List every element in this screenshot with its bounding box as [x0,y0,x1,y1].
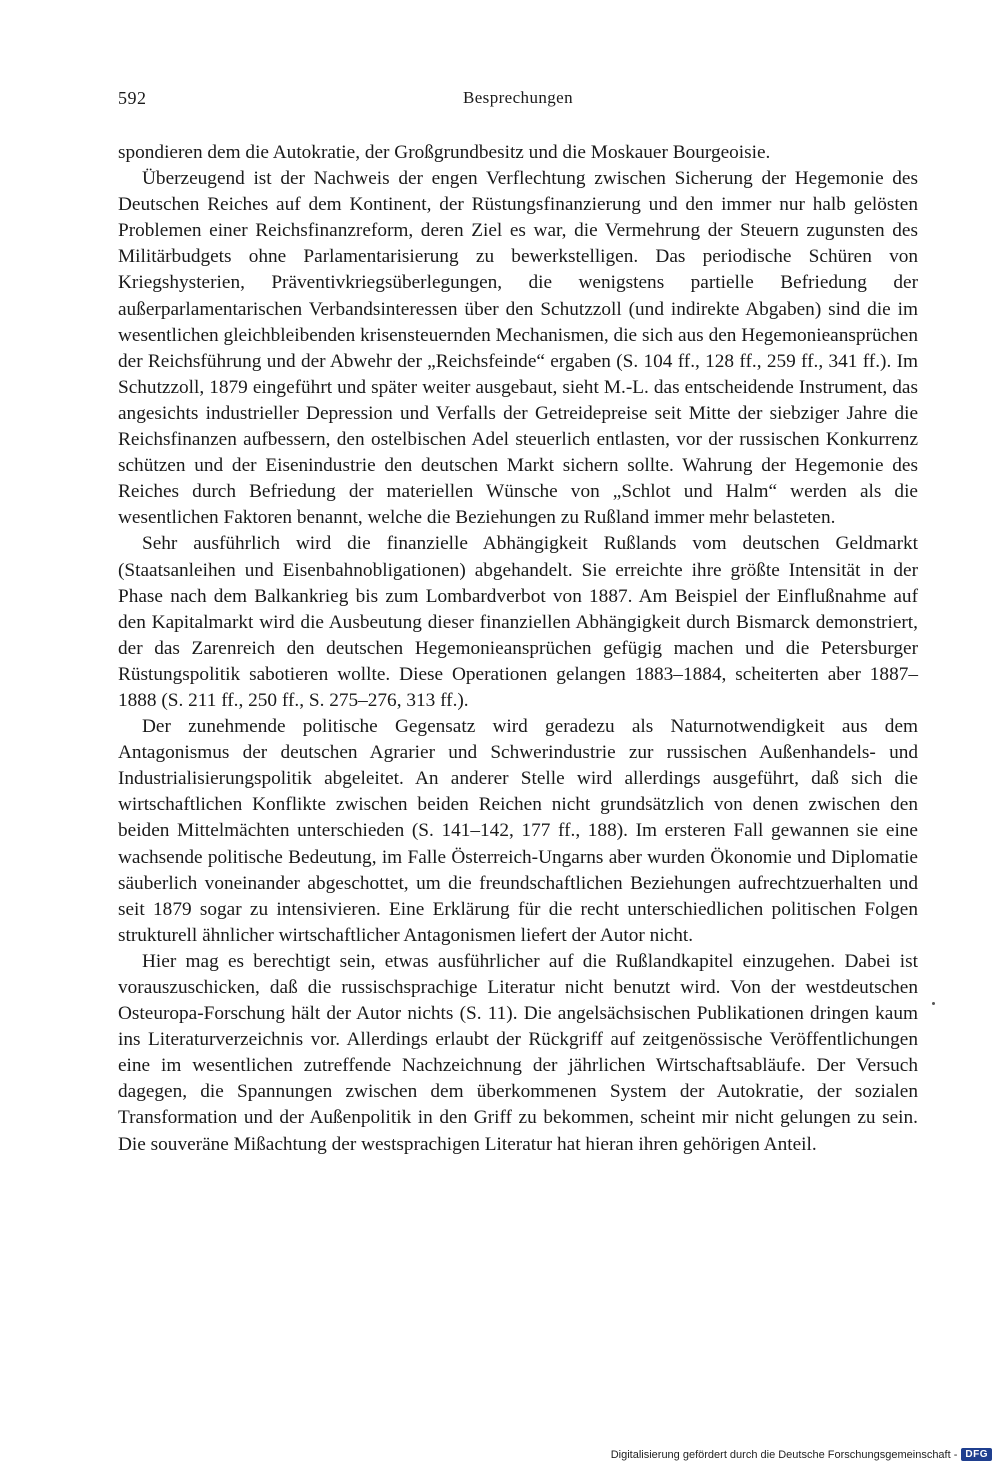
paragraph: Hier mag es berechtigt sein, etwas ausführlicher auf die Rußlandkapitel einzugehen. Dabei ist vorauszuschicken, daß die russischsprachige Literatur nicht benutzt wird. Von der westdeutschen Osteuropa-Forschung hält der Autor nichts (S. 11). Die angelsächsischen Publikationen dringen kaum ins Literaturverzeichnis vor. Allerdings erlaubt der Rückgriff auf zeitgenössische Veröffentlichungen eine im wesentlichen zutreffende Nachzeichnung der jährlichen Wirtschaftsabläufe. Der Versuch dagegen, die Spannungen zwischen dem überkommenen System der Autokratie, der sozialen Transformation und der Außenpolitik in den Griff zu bekommen, scheint mir nicht gelungen zu sein. Die souveräne Mißachtung der westsprachigen Literatur hat hieran ihren gehörigen Anteil. [118,950,918,1155]
page-number: 592 [118,88,147,108]
paragraph: Überzeugend ist der Nachweis der engen Verflechtung zwischen Sicherung der Hegemonie des Deutschen Reiches auf dem Kontinent, der Rüstungsfinanzierung und den immer nur halb gelösten Problemen einer Reichsfinanzreform, deren Ziel es war, die Vermehrung der Steuern zugunsten des Militärbudgets ohne Parlamentarisierung zu bewerkstelligen. Das periodische Schüren von Kriegshysterien, Präventivkriegsüberlegungen, die wenigstens partielle Befriedung der außerparlamentarischen Verbandsinteressen über den Schutzzoll (und indirekte Abgaben) sind die im wesentlichen gleichbleibenden krisensteuernden Mechanismen, die sich aus den Hegemonieansprüchen der Reichsführung und der Abwehr der „Reichsfeinde“ ergaben (S. 104 ff., 128 ff., 259 ff., 341 ff.). Im Schutzzoll, 1879 eingeführt und später weiter ausgebaut, sieht M.-L. das entscheidende Instrument, das angesichts industrieller Depression und Verfalls der Getreidepreise seit Mitte der siebziger Jahre die Reichsfinanzen aufbessern, den ostelbischen Adel steuerlich entlasten, vor der russischen Konkurrenz schützen und der Eisenindustrie den deutschen Markt sichern sollte. Wahrung der Hegemonie des Reiches durch Befriedung der materiellen Wünsche von „Schlot und Halm“ werden als die wesentlichen Faktoren benannt, welche die Beziehungen zu Rußland immer mehr belasteten. [118,168,918,529]
page-header [118,88,918,118]
dfg-logo-icon: DFG [961,1448,992,1461]
credit-text: Digitalisierung gefördert durch die Deutsche Forschungsgemeinschaft - [610,1448,958,1461]
paragraph: Der zunehmende politische Gegensatz wird geradezu als Naturnotwendigkeit aus dem Antagonismus der deutschen Agrarier und Schwerindustrie zur russischen Außenhandels- und Industrialisierungspolitik abgeleitet. An anderer Stelle wird allerdings ausgeführt, daß sich die wirtschaftlichen Konflikte zwischen beiden Reichen nicht grundsätzlich von denen zwischen den beiden Mittelmächten unterschieden (S. 141–142, 177 ff., 188). Im ersteren Fall gewannen sie eine wachsende politische Bedeutung, im Falle Österreich-Ungarns aber wurden Ökonomie und Diplomatie säuberlich voneinander abgeschottet, um die freundschaftlichen Beziehungen aufrechtzuerhalten und seit 1879 sogar zu intensivieren. Eine Erklärung für die recht unterschiedlichen politischen Folgen strukturell ähnlicher wirtschaftlicher Antagonismen liefert der Autor nicht. [118,716,918,946]
scan-speck [932,1002,935,1005]
paragraph: Sehr ausführlich wird die finanzielle Abhängigkeit Rußlands vom deutschen Geldmarkt (Staatsanleihen und Eisenbahnobligationen) abgehandelt. Sie erreichte ihre größte Intensität in der Phase nach dem Balkankrieg bis zum Lombardverbot von 1887. Am Beispiel der Einflußnahme auf den Kapitalmarkt wird die Ausbeutung dieser finanziellen Abhängigkeit durch Bismarck demonstriert, der das Zarenreich den deutschen Hegemonieansprüchen gefügig machen und die Petersburger Rüstungspolitik sabotieren wollte. Diese Operationen gelangen 1883–1884, scheiterten aber 1887–1888 (S. 211 ff., 250 ff., S. 275–276, 313 ff.). [118,533,918,711]
running-head: Besprechungen [463,88,573,107]
review-body-text [118,140,918,1158]
digitization-credit [611,1448,992,1461]
paragraph-continued: spondieren dem die Autokratie, der Großgrundbesitz und die Moskauer Bourgeoisie. [118,142,771,163]
